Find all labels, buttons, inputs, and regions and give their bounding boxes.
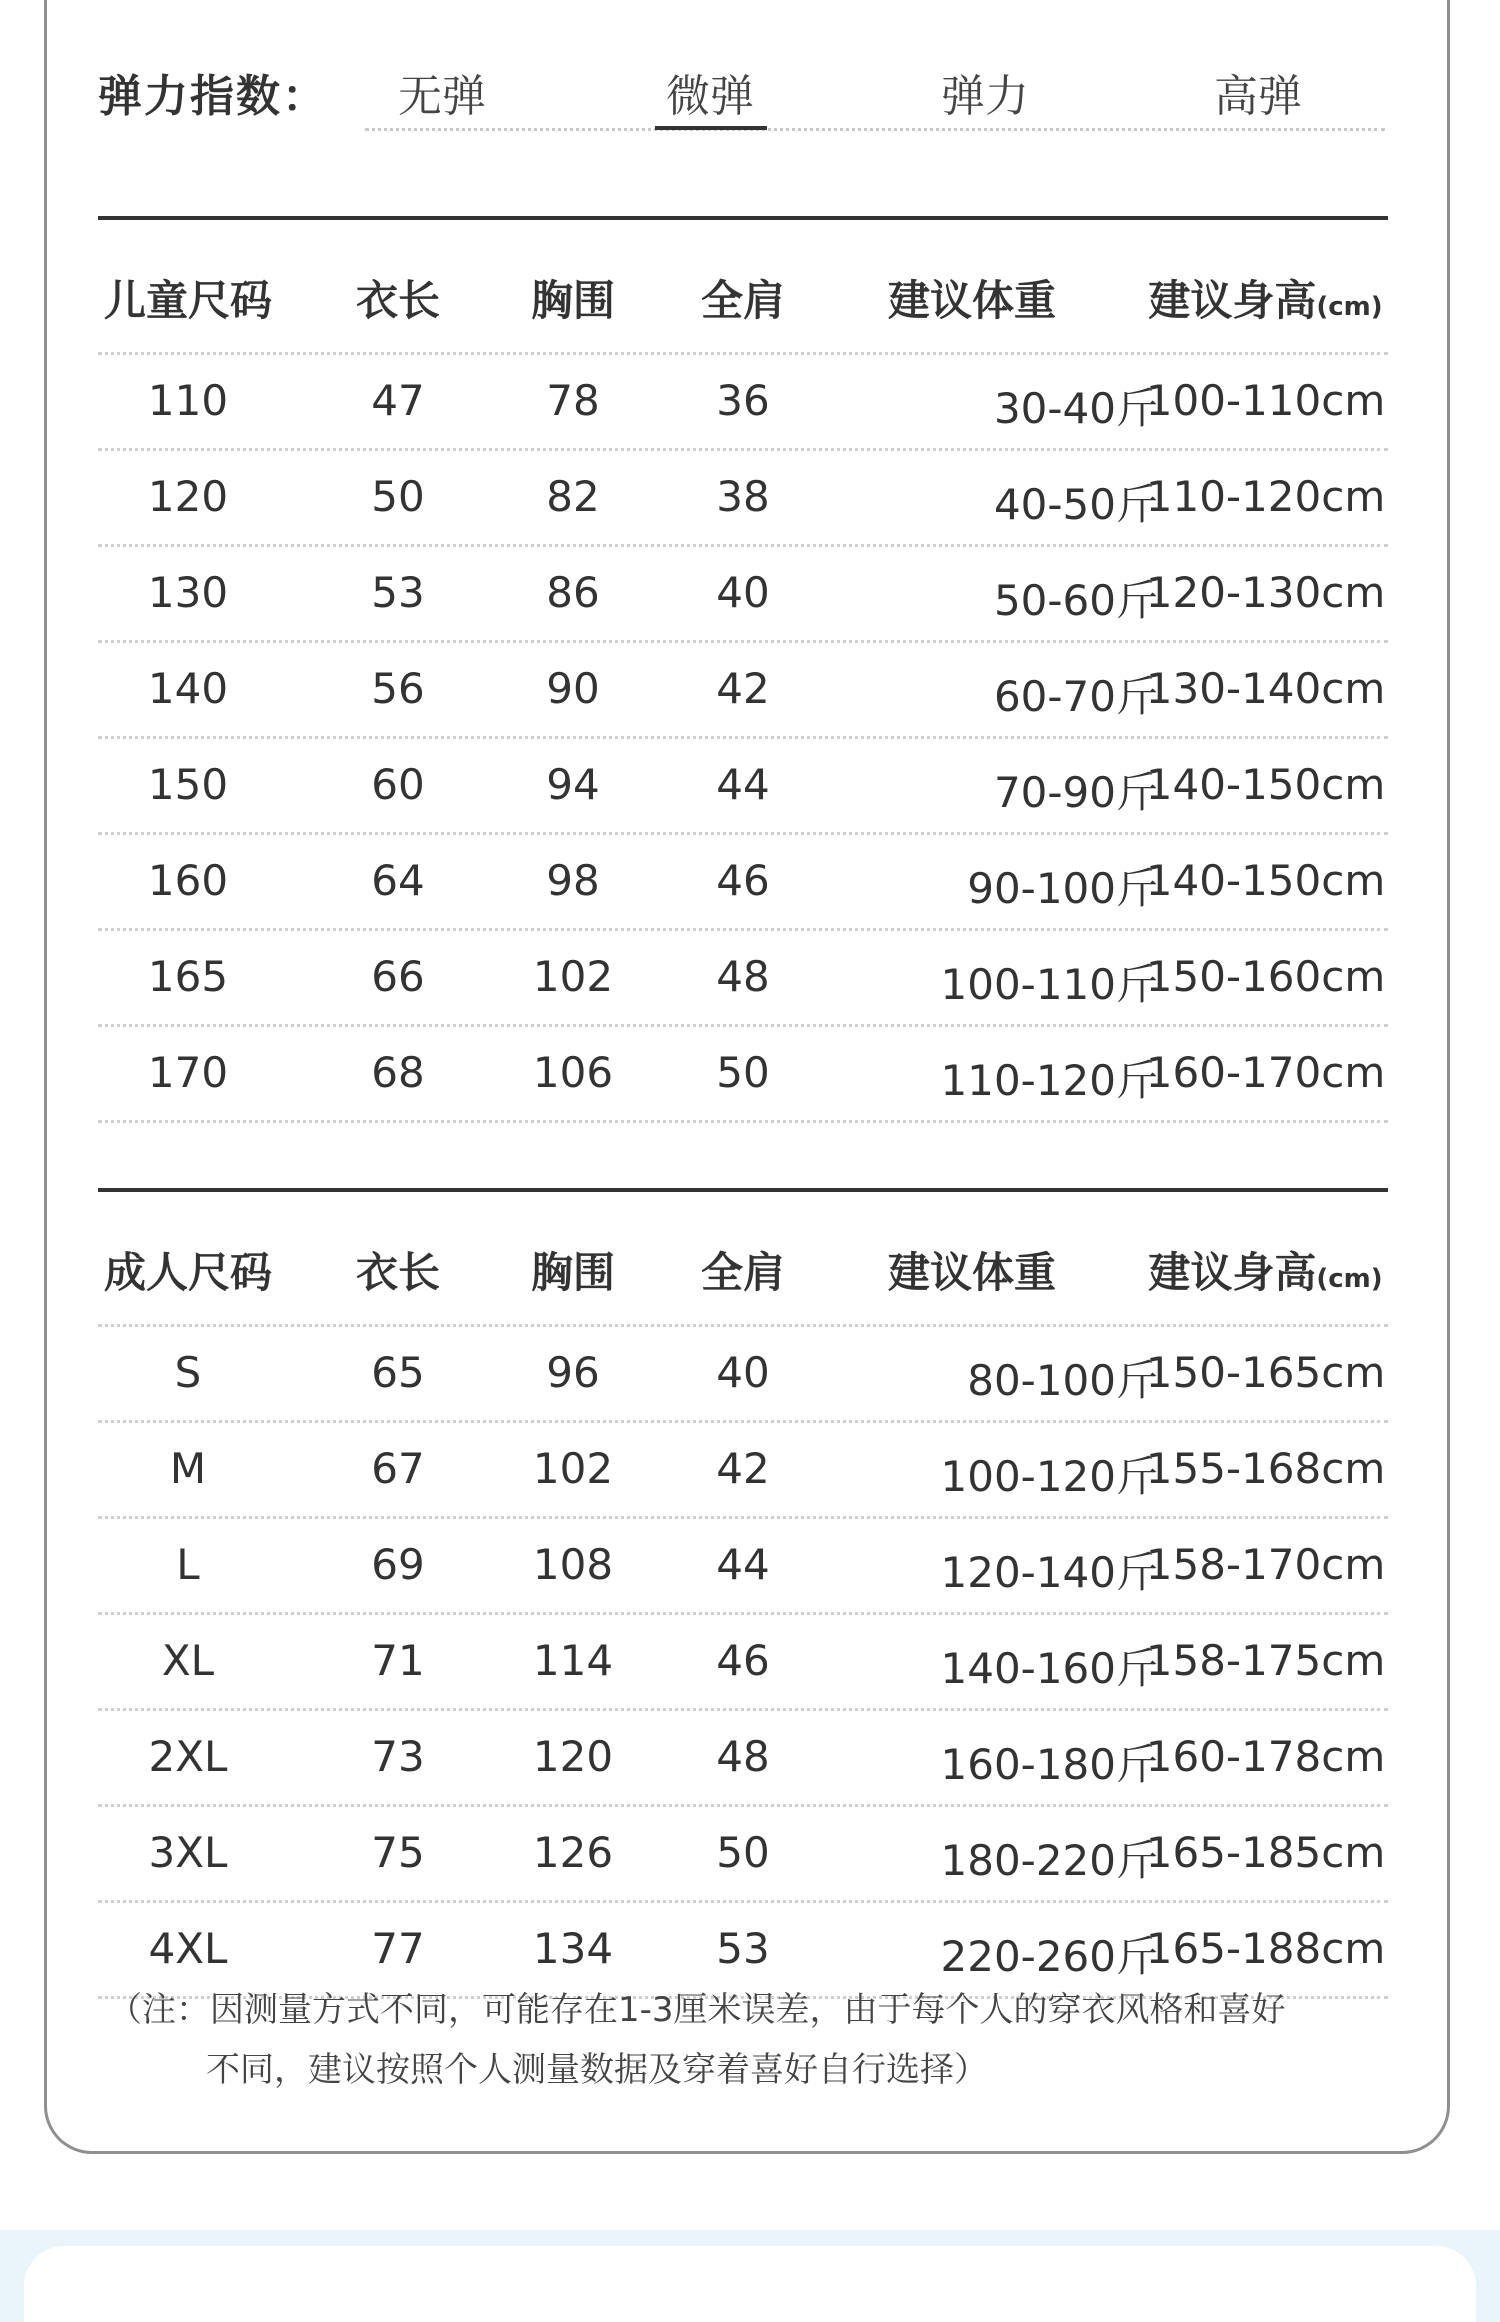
cell-height: 110-120cm xyxy=(1145,472,1386,521)
cell-size: 140 xyxy=(147,664,229,713)
cell-shoulder: 44 xyxy=(716,1540,770,1589)
cell-weight: 220-260斤 xyxy=(940,1932,1158,1981)
cell-weight: 40-50斤 xyxy=(993,480,1158,529)
note-line-2: 不同，建议按照个人测量数据及穿着喜好自行选择） xyxy=(206,2050,988,2090)
elasticity-option-high: 高弹 xyxy=(1214,71,1302,122)
cell-weight: 100-120斤 xyxy=(940,1452,1158,1501)
header-size: 成人尺码 xyxy=(103,1248,272,1297)
cell-size: M xyxy=(169,1444,207,1493)
dotted-divider xyxy=(98,1324,1388,1327)
cell-height: 140-150cm xyxy=(1145,856,1386,905)
header-height-unit: (cm) xyxy=(1316,292,1383,322)
elasticity-row xyxy=(0,60,1500,140)
cell-chest: 108 xyxy=(532,1540,614,1589)
cell-length: 77 xyxy=(371,1924,425,1973)
cell-length: 47 xyxy=(371,376,425,425)
cell-chest: 134 xyxy=(532,1924,614,1973)
cell-chest: 126 xyxy=(532,1828,614,1877)
cell-chest: 82 xyxy=(546,472,600,521)
cell-height: 158-170cm xyxy=(1145,1540,1386,1589)
cell-weight: 140-160斤 xyxy=(940,1644,1158,1693)
cell-size: XL xyxy=(161,1636,215,1685)
cell-length: 75 xyxy=(371,1828,425,1877)
cell-weight: 30-40斤 xyxy=(993,384,1158,433)
cell-weight: 110-120斤 xyxy=(940,1056,1158,1105)
dotted-divider xyxy=(98,1612,1388,1615)
dotted-divider xyxy=(98,544,1388,547)
cell-chest: 106 xyxy=(532,1048,614,1097)
elasticity-label: 弹力指数： xyxy=(98,71,328,122)
cell-length: 53 xyxy=(371,568,425,617)
cell-size: 2XL xyxy=(148,1732,228,1781)
cell-height: 158-175cm xyxy=(1145,1636,1386,1685)
cell-shoulder: 46 xyxy=(716,856,770,905)
cell-chest: 102 xyxy=(532,952,614,1001)
dotted-divider xyxy=(98,832,1388,835)
table-top-rule xyxy=(98,1188,1388,1192)
cell-weight: 120-140斤 xyxy=(940,1548,1158,1597)
note-line-1: （注：因测量方式不同，可能存在1-3厘米误差，由于每个人的穿衣风格和喜好 xyxy=(108,1990,1286,2030)
cell-length: 66 xyxy=(371,952,425,1001)
elasticity-option-none: 无弹 xyxy=(398,71,486,122)
next-section-card xyxy=(24,2246,1476,2322)
cell-weight: 90-100斤 xyxy=(967,864,1158,913)
cell-height: 160-170cm xyxy=(1145,1048,1386,1097)
cell-height: 100-110cm xyxy=(1145,376,1386,425)
cell-size: 160 xyxy=(147,856,229,905)
cell-size: L xyxy=(176,1540,200,1589)
cell-size: 120 xyxy=(147,472,229,521)
header-height xyxy=(1143,1240,1388,1300)
cell-shoulder: 48 xyxy=(716,952,770,1001)
cell-size: 150 xyxy=(147,760,229,809)
header-size: 儿童尺码 xyxy=(103,276,272,325)
cell-length: 65 xyxy=(371,1348,425,1397)
cell-shoulder: 42 xyxy=(716,1444,770,1493)
header-height xyxy=(1143,268,1388,328)
header-weight: 建议体重 xyxy=(888,276,1057,325)
cell-size: 165 xyxy=(147,952,229,1001)
cell-chest: 98 xyxy=(546,856,600,905)
cell-size: 110 xyxy=(147,376,229,425)
cell-shoulder: 50 xyxy=(716,1828,770,1877)
selected-underline xyxy=(655,126,767,130)
cell-chest: 94 xyxy=(546,760,600,809)
cell-length: 69 xyxy=(371,1540,425,1589)
cell-height: 165-185cm xyxy=(1145,1828,1386,1877)
cell-shoulder: 44 xyxy=(716,760,770,809)
cell-length: 60 xyxy=(371,760,425,809)
header-height-text: 建议身高 xyxy=(1148,1248,1317,1297)
header-weight: 建议体重 xyxy=(888,1248,1057,1297)
cell-height: 150-165cm xyxy=(1145,1348,1386,1397)
cell-size: S xyxy=(174,1348,202,1397)
dotted-divider xyxy=(98,1804,1388,1807)
cell-shoulder: 50 xyxy=(716,1048,770,1097)
header-shoulder: 全肩 xyxy=(700,276,785,325)
header-shoulder: 全肩 xyxy=(700,1248,785,1297)
cell-weight: 160-180斤 xyxy=(940,1740,1158,1789)
dotted-divider xyxy=(98,928,1388,931)
cell-length: 73 xyxy=(371,1732,425,1781)
cell-shoulder: 53 xyxy=(716,1924,770,1973)
cell-size: 170 xyxy=(147,1048,229,1097)
cell-length: 67 xyxy=(371,1444,425,1493)
cell-chest: 102 xyxy=(532,1444,614,1493)
cell-size: 3XL xyxy=(148,1828,228,1877)
cell-length: 64 xyxy=(371,856,425,905)
cell-size: 130 xyxy=(147,568,229,617)
cell-shoulder: 42 xyxy=(716,664,770,713)
header-height-text: 建议身高 xyxy=(1148,276,1317,325)
cell-height: 130-140cm xyxy=(1145,664,1386,713)
cell-size: 4XL xyxy=(148,1924,228,1973)
cell-weight: 50-60斤 xyxy=(993,576,1158,625)
dotted-divider xyxy=(98,448,1388,451)
cell-height: 160-178cm xyxy=(1145,1732,1386,1781)
dotted-divider xyxy=(98,640,1388,643)
header-chest: 胸围 xyxy=(530,276,615,325)
elasticity-option-slight: 微弹 xyxy=(666,71,754,122)
cell-shoulder: 38 xyxy=(716,472,770,521)
header-length: 衣长 xyxy=(355,1248,440,1297)
cell-height: 155-168cm xyxy=(1145,1444,1386,1493)
dotted-divider xyxy=(98,1420,1388,1423)
cell-chest: 120 xyxy=(532,1732,614,1781)
cell-chest: 114 xyxy=(532,1636,614,1685)
cell-height: 165-188cm xyxy=(1145,1924,1386,1973)
cell-length: 50 xyxy=(371,472,425,521)
cell-shoulder: 40 xyxy=(716,568,770,617)
dotted-divider xyxy=(98,352,1388,355)
dotted-divider xyxy=(98,1708,1388,1711)
dotted-divider xyxy=(98,736,1388,739)
cell-shoulder: 40 xyxy=(716,1348,770,1397)
cell-height: 150-160cm xyxy=(1145,952,1386,1001)
elasticity-option-medium: 弹力 xyxy=(941,71,1029,122)
dotted-divider xyxy=(98,1516,1388,1519)
cell-weight: 80-100斤 xyxy=(967,1356,1158,1405)
cell-weight: 70-90斤 xyxy=(993,768,1158,817)
cell-height: 120-130cm xyxy=(1145,568,1386,617)
header-chest: 胸围 xyxy=(530,1248,615,1297)
cell-weight: 180-220斤 xyxy=(940,1836,1158,1885)
cell-length: 56 xyxy=(371,664,425,713)
cell-shoulder: 46 xyxy=(716,1636,770,1685)
cell-chest: 86 xyxy=(546,568,600,617)
dotted-divider xyxy=(365,128,1385,131)
cell-chest: 96 xyxy=(546,1348,600,1397)
table-top-rule xyxy=(98,216,1388,220)
dotted-divider xyxy=(98,1900,1388,1903)
cell-weight: 100-110斤 xyxy=(940,960,1158,1009)
cell-weight: 60-70斤 xyxy=(993,672,1158,721)
cell-shoulder: 36 xyxy=(716,376,770,425)
dotted-divider xyxy=(98,1024,1388,1027)
dotted-divider xyxy=(98,1120,1388,1123)
cell-height: 140-150cm xyxy=(1145,760,1386,809)
cell-chest: 78 xyxy=(546,376,600,425)
header-height-unit: (cm) xyxy=(1316,1264,1383,1294)
cell-chest: 90 xyxy=(546,664,600,713)
header-length: 衣长 xyxy=(355,276,440,325)
cell-shoulder: 48 xyxy=(716,1732,770,1781)
cell-length: 68 xyxy=(371,1048,425,1097)
cell-length: 71 xyxy=(371,1636,425,1685)
measurement-note xyxy=(108,1980,1388,2100)
